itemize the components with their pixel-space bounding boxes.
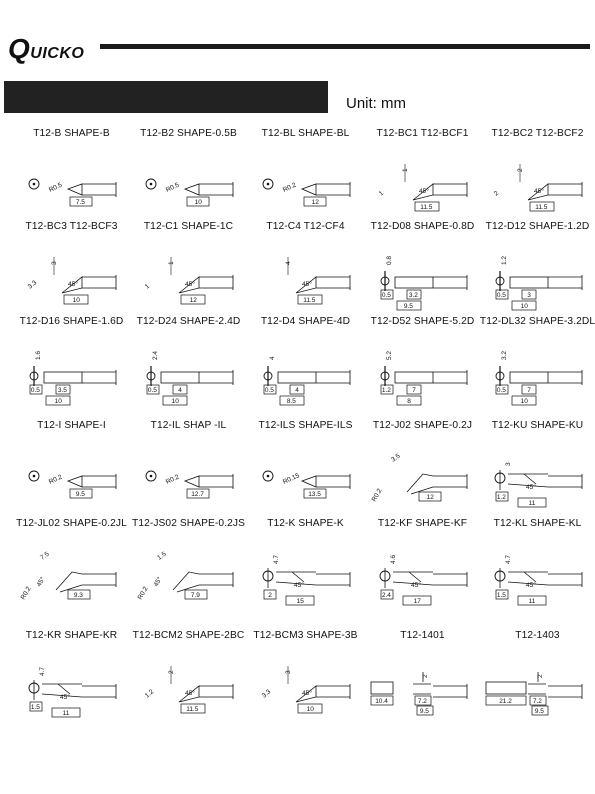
tip-drawing: [363, 532, 482, 617]
tip-card: [478, 128, 595, 226]
tip-drawing: [129, 330, 248, 415]
radius-dim: R0.2: [47, 473, 64, 486]
tip-card: [363, 518, 482, 616]
tip-card: [246, 630, 365, 728]
tip-drawing: [478, 434, 595, 519]
length-dim: 10: [520, 303, 528, 310]
length-dim: 10: [54, 398, 62, 405]
tip-card: [129, 518, 248, 616]
tip-card: [478, 630, 595, 728]
length-dim: 12.7: [191, 491, 204, 498]
length-dim: 13.5: [308, 491, 321, 498]
thickness-dim: 1.5: [496, 592, 506, 599]
quicko-logo: [8, 33, 84, 65]
thickness-dim: 0.5: [381, 292, 391, 299]
tip-cone: [68, 184, 82, 195]
tip-label: T12-K SHAPE-K: [267, 518, 344, 529]
radius-dim: R0.2: [370, 487, 384, 503]
tip-label: T12-1401: [400, 630, 445, 641]
tip-drawing: [129, 644, 248, 729]
angle-dim: 45°: [411, 582, 421, 589]
flat-dim: 4: [295, 387, 299, 394]
thickness-dim: 0.5: [30, 387, 40, 394]
flat-dim: 7: [527, 387, 531, 394]
tip-card: [363, 420, 482, 518]
header-rule: [100, 44, 590, 49]
thickness-dim: 1.2: [381, 387, 391, 394]
tip-shaft: [548, 684, 582, 699]
length-dim: 12: [189, 297, 197, 304]
angle-dim: 45°: [185, 690, 195, 697]
tip-drawing: [12, 142, 131, 227]
tip-shaft: [82, 182, 116, 197]
tip-shaft: [433, 275, 467, 290]
flat-dim: 4: [178, 387, 182, 394]
tip-shaft: [199, 182, 233, 197]
tip-shaft: [82, 370, 116, 385]
tip-card: [12, 316, 131, 414]
tip-shaft: [316, 684, 350, 699]
tip-cone: [302, 184, 316, 195]
tip-drawing: [129, 434, 248, 519]
tip-drawing: [246, 532, 365, 617]
length-dim: 11.5: [186, 706, 199, 713]
length-dim: 11: [528, 500, 536, 507]
tip-card: [246, 420, 365, 518]
unit-label: Unit: mm: [346, 95, 406, 112]
tip-drawing: [363, 330, 482, 415]
tip-label: T12-D12 SHAPE-1.2D: [485, 221, 590, 232]
tip-drawing: [478, 142, 595, 227]
angle-dim: 45°: [294, 582, 304, 589]
tip-shaft: [316, 275, 350, 290]
tip-card: [363, 630, 482, 728]
height-dim: 3: [505, 462, 512, 466]
tip-drawing: [363, 644, 482, 729]
length-dim: 12: [311, 199, 319, 206]
angle-dim: 45°: [302, 690, 312, 697]
bend-dim: 1.5: [156, 550, 168, 562]
tip-flat-body: [395, 372, 433, 383]
tip-flat-body: [161, 372, 199, 383]
tip-drawing: [246, 644, 365, 729]
height-dim: 4.7: [273, 554, 280, 564]
radius-dim: R0.2: [136, 585, 150, 601]
tip-card: [129, 221, 248, 319]
dim-value: 2: [517, 168, 524, 172]
radius-dim: R0.15: [281, 472, 301, 486]
tip-card: [246, 518, 365, 616]
tip-shaft: [316, 474, 350, 489]
tip-label: T12-BCM3 SHAPE-3B: [253, 630, 358, 641]
tip-point: [267, 183, 270, 186]
tip-card: [129, 630, 248, 728]
tip-card: [478, 420, 595, 518]
tip-point: [267, 475, 270, 478]
angle-dim: 45°: [302, 281, 312, 288]
tip-drawing: [478, 330, 595, 415]
thickness-dim: 0.5: [496, 292, 506, 299]
tip-point: [33, 183, 36, 186]
width-dim: 0.8: [386, 255, 393, 265]
angle-dim: 45°: [152, 575, 164, 588]
height-dim: 4.7: [505, 554, 512, 564]
angle-dim: 45°: [419, 188, 429, 195]
angle-dim: 45°: [526, 484, 536, 491]
tip-drawing: [478, 532, 595, 617]
tip-cone: [185, 476, 199, 487]
thickness-dim: 1.2: [496, 494, 506, 501]
radius-dim: R0.2: [19, 585, 33, 601]
length-dim: 11.5: [303, 297, 316, 304]
length-dim: 12: [426, 494, 434, 501]
tip-drawing: [478, 235, 595, 320]
tip-shaft: [316, 182, 350, 197]
tip-drawing: [12, 235, 131, 320]
flat-dim: 7: [412, 387, 416, 394]
tip-bent-body: [56, 572, 82, 592]
dim-value: 1: [168, 261, 175, 265]
length-dim: 15: [296, 598, 304, 605]
tip-drawing: [246, 235, 365, 320]
width-dim: 2.4: [152, 350, 159, 360]
tip-flat-body: [278, 372, 316, 383]
block-width-dim: 10.4: [375, 698, 388, 705]
tip-shaft: [433, 370, 467, 385]
tip-shaft: [199, 684, 233, 699]
tip-card: [363, 221, 482, 319]
angle-dim: 45°: [526, 582, 536, 589]
length-dim: 9.3: [73, 592, 83, 599]
tip-label: T12-KL SHAPE-KL: [493, 518, 582, 529]
thickness-dim: 2: [268, 592, 272, 599]
height-dim: 2: [422, 674, 429, 678]
length-dim: 8.5: [286, 398, 296, 405]
tip-label: T12-B SHAPE-B: [33, 128, 110, 139]
tip-point: [150, 183, 153, 186]
length-dim: 10: [72, 297, 80, 304]
length-dim: 9.5: [419, 708, 429, 715]
bend-dim: 7.5: [39, 550, 51, 562]
length-dim: 11.5: [420, 204, 433, 211]
tip-drawing: [12, 434, 131, 519]
height-dim: 4.7: [39, 666, 46, 676]
tip-card: [478, 316, 595, 414]
tip-card: [246, 128, 365, 226]
tip-drawing: [363, 142, 482, 227]
length-dim: 10: [171, 398, 179, 405]
tip-label: T12-DL32 SHAPE-3.2DL: [479, 316, 595, 327]
tip-label: T12-B2 SHAPE-0.5B: [140, 128, 237, 139]
width-dim: 4: [269, 356, 276, 360]
length-dim: 9.5: [403, 303, 413, 310]
tip-card: [12, 518, 131, 616]
angle-dim: 45°: [534, 188, 544, 195]
angle-dim: 45°: [35, 575, 47, 588]
tip-drawing: [246, 330, 365, 415]
tip-card: [478, 221, 595, 319]
length-dim: 9.5: [534, 708, 544, 715]
tip-shaft: [433, 572, 467, 587]
dim-value: 2: [168, 670, 175, 674]
tip-shaft: [199, 370, 233, 385]
tip-label: T12-J02 SHAPE-0.2J: [372, 420, 473, 431]
tip-drawing: [129, 532, 248, 617]
tip-shaft: [82, 474, 116, 489]
tip-label: T12-D52 SHAPE-5.2D: [370, 316, 475, 327]
dim-value: 1: [143, 282, 152, 291]
tip-drawing: [246, 142, 365, 227]
tip-label: T12-C1 SHAPE-1C: [143, 221, 234, 232]
tip-shaft: [433, 474, 467, 489]
flat-dim: 3.2: [408, 292, 418, 299]
tip-shaft: [433, 684, 467, 699]
tip-block: [486, 682, 526, 694]
tip-card: [478, 518, 595, 616]
tip-card: [12, 221, 131, 319]
tip-shaft: [548, 275, 582, 290]
dim-value: 3: [285, 670, 292, 674]
radius-dim: R0.5: [47, 181, 64, 194]
bend-dim: 3.5: [390, 452, 402, 464]
tip-card: [129, 316, 248, 414]
tip-shaft: [316, 572, 350, 587]
tip-bent-body: [173, 572, 199, 592]
tip-card: [129, 420, 248, 518]
length-dim: 11.5: [535, 204, 548, 211]
tip-card: [12, 630, 131, 728]
length-dim: 10: [520, 398, 528, 405]
flat-dim: 3: [527, 292, 531, 299]
thickness-dim: 1.5: [30, 704, 40, 711]
length-dim: 7.5: [75, 199, 85, 206]
tip-label: T12-D16 SHAPE-1.6D: [19, 316, 124, 327]
tip-drawing: [129, 142, 248, 227]
tip-label: T12-I SHAPE-I: [37, 420, 106, 431]
tip-card: [246, 316, 365, 414]
tip-label: T12-ILS SHAPE-ILS: [258, 420, 353, 431]
tip-flat-body: [510, 372, 548, 383]
tip-label: T12-BC3 T12-BCF3: [25, 221, 118, 232]
tip-shaft: [199, 572, 233, 587]
logo-initial: Q: [8, 33, 31, 64]
tip-drawing: [363, 235, 482, 320]
height-dim: 4.6: [390, 554, 397, 564]
length-dim: 11: [62, 710, 70, 717]
length-dim: 10: [194, 199, 202, 206]
tip-label: T12-BL SHAPE-BL: [261, 128, 350, 139]
thickness-dim: 0.5: [147, 387, 157, 394]
tip-label: T12-BC2 T12-BCF2: [491, 128, 584, 139]
dim-value: 3.3: [260, 688, 273, 700]
tip-label: T12-KR SHAPE-KR: [25, 630, 118, 641]
tip-label: T12-D24 SHAPE-2.4D: [136, 316, 241, 327]
tip-shaft: [433, 182, 467, 197]
length-dim: 9.5: [75, 491, 85, 498]
block-width-dim: 21.2: [499, 698, 512, 705]
tip-label: T12-C4 T12-CF4: [266, 221, 345, 232]
tip-label: T12-JS02 SHAPE-0.2JS: [132, 518, 245, 529]
tip-card: [129, 128, 248, 226]
tip-cone: [68, 476, 82, 487]
radius-dim: R0.2: [281, 181, 298, 194]
tip-drawing: [12, 330, 131, 415]
tip-card: [246, 221, 365, 319]
tip-card: [12, 128, 131, 226]
tip-card: [12, 420, 131, 518]
angle-dim: 45°: [68, 281, 78, 288]
length-dim: 7.9: [190, 592, 200, 599]
thickness-dim: 0.5: [264, 387, 274, 394]
tip-shaft: [82, 275, 116, 290]
tip-shaft: [548, 182, 582, 197]
tip-drawing: [12, 644, 131, 729]
tip-shaft: [548, 370, 582, 385]
tip-shaft: [82, 684, 116, 699]
tip-drawing: [478, 644, 595, 729]
width-dim: 1.2: [501, 255, 508, 265]
tip-block: [371, 682, 393, 694]
thickness-dim: 2.4: [381, 592, 391, 599]
tip-label: T12-1403: [515, 630, 560, 641]
tip-shaft: [316, 370, 350, 385]
tip-drawing: [129, 235, 248, 320]
tip-card: [363, 128, 482, 226]
tip-shaft: [82, 572, 116, 587]
dim-value: 1.2: [143, 688, 156, 700]
tip-shaft: [548, 572, 582, 587]
length-dim: 17: [413, 598, 421, 605]
dim-value: 3.3: [26, 279, 39, 291]
width-dim: 5.2: [386, 350, 393, 360]
tip-cone: [185, 184, 199, 195]
tip-point: [33, 475, 36, 478]
tip-flat-body: [44, 372, 82, 383]
width-dim: 7.2: [532, 698, 542, 705]
tip-label: T12-D4 SHAPE-4D: [260, 316, 351, 327]
tip-flat-body: [395, 277, 433, 288]
radius-dim: R0.5: [164, 181, 181, 194]
tip-card: [363, 316, 482, 414]
tip-label: T12-KF SHAPE-KF: [377, 518, 468, 529]
tip-label: T12-IL SHAP -IL: [150, 420, 227, 431]
tip-flat-body: [510, 277, 548, 288]
length-dim: 11: [528, 598, 536, 605]
tip-bent-body: [407, 474, 433, 494]
tip-shaft: [548, 474, 582, 489]
dim-value: 1: [377, 189, 386, 198]
angle-dim: 45°: [60, 694, 70, 701]
tip-cone: [302, 476, 316, 487]
tip-label: T12-JL02 SHAPE-0.2JL: [16, 518, 127, 529]
tip-shaft: [199, 474, 233, 489]
tip-label: T12-BCM2 SHAPE-2BC: [132, 630, 245, 641]
tip-shaft: [199, 275, 233, 290]
angle-dim: 45°: [185, 281, 195, 288]
dim-value: 1: [402, 168, 409, 172]
dim-value: 4: [285, 261, 292, 265]
width-dim: 3.2: [501, 350, 508, 360]
dim-value: 3: [51, 261, 58, 265]
width-dim: 1.6: [35, 350, 42, 360]
width-dim: 7.2: [417, 698, 427, 705]
tip-label: T12-D08 SHAPE-0.8D: [370, 221, 475, 232]
header-bar: [4, 81, 328, 113]
tip-drawing: [363, 434, 482, 519]
length-dim: 8: [407, 398, 411, 405]
tip-point: [150, 475, 153, 478]
logo-text: UICKO: [30, 45, 85, 62]
length-dim: 10: [306, 706, 314, 713]
tip-label: T12-KU SHAPE-KU: [491, 420, 584, 431]
tip-drawing: [12, 532, 131, 617]
tip-label: T12-BC1 T12-BCF1: [376, 128, 469, 139]
radius-dim: R0.2: [164, 473, 181, 486]
dim-value: 2: [492, 189, 501, 198]
height-dim: 2: [537, 674, 544, 678]
thickness-dim: 0.5: [496, 387, 506, 394]
flat-dim: 3.5: [57, 387, 67, 394]
tip-drawing: [246, 434, 365, 519]
